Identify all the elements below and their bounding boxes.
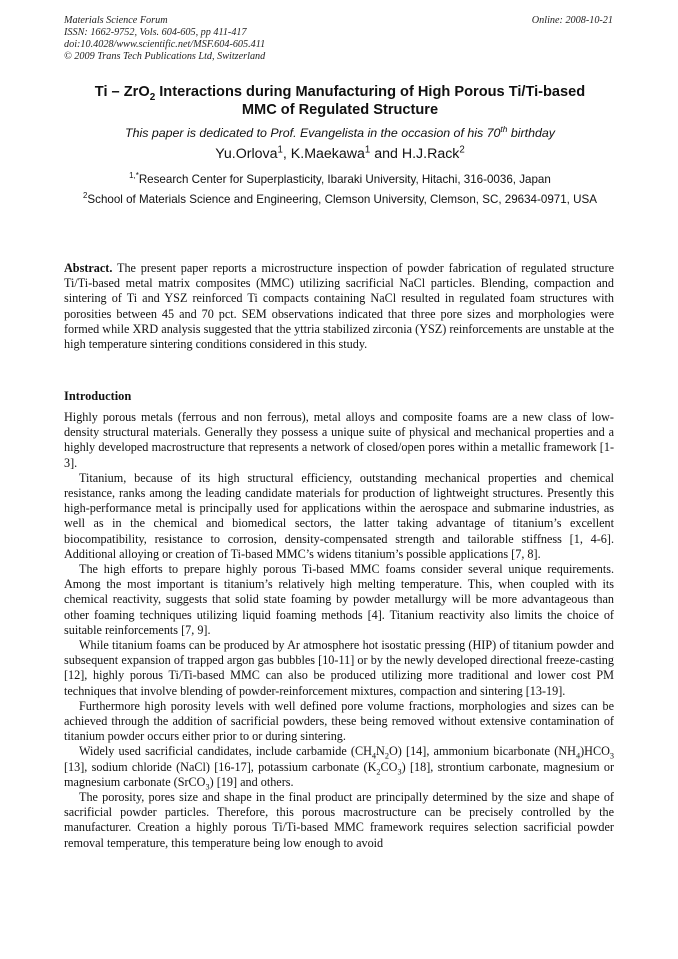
author-3: and H.J.Rack: [370, 146, 460, 162]
section-heading-introduction: Introduction: [64, 389, 132, 403]
title-subscript: 2: [149, 91, 156, 103]
paper-title: [60, 83, 620, 119]
dedication: [60, 125, 620, 141]
abstract-paragraph: [64, 261, 614, 352]
dedication-text: This paper is dedicated to Prof. Evangelista in the occasion of his 70: [125, 126, 501, 140]
abstract-text: The present paper reports a microstructure inspection of powder fabrication of regulated structure Ti/Ti-based metal matrix composites (MMC) utilizing sacrificial NaCl particles. Blending, compaction and sintering of Ti and YSZ reinforced Ti compacts containing NaCl resulted in regulated foam structures with porosities between 45 and 70 pct. SEM observations indicated that three pore sizes and morphologies were formed while XRD analysis suggested that the yttria stabilized zirconia (YSZ) reinforcements are unstable at the high temperature sintering conditions considered in this study.: [64, 261, 614, 352]
journal-name: Materials Science Forum: [64, 15, 168, 26]
intro-paragraph-2: Titanium, because of its high structural efficiency, outstanding mechanical properties and chemical resistance, ranks among the leading candidate materials for production of lightweight structures. Presently this high-performance metal is principally used for applications within the aerospace and submarine industries, as well as in the chemical and biomedical sectors, the latter taking advantage of titanium’s excellent biocompatibility, resistance to corrosion, density-compensated strength and tailorable stiffness [1, 4-6]. Additional alloying or creation of Ti-based MMC’s widens titanium’s possible applications [7, 8].: [64, 470, 614, 561]
author-3-affil: 2: [459, 144, 465, 156]
title-part1: Ti – ZrO: [94, 84, 150, 100]
abstract-label: Abstract.: [64, 261, 113, 275]
intro-paragraph-1: Highly porous metals (ferrous and non ferrous), metal alloys and composite foams are a new class of low-density structural materials. Generally they possess a unique suite of physical and mechanical properties and a highly developed macrostructure that represents a network of closed/open pores within a metallic framework [1-3].: [64, 410, 614, 470]
affiliation-1: [70, 172, 610, 187]
dedication-after: birthday: [507, 126, 555, 140]
intro-paragraph-3: The high efforts to prepare highly porous Ti-based MMC foams consider several unique requirements. Among the most important is titanium’s relatively high melting temperature. This, when coupled with its chemical reactivity, suggests that solid state foaming by powder metallurgy will be more advantageous than other foaming techniques utilizing liquid foaming methods [4]. Titanium reactivity also limits the choice of suitable reinforcements [7, 9].: [64, 562, 614, 637]
author-list: [60, 145, 620, 163]
intro-paragraph-7: The porosity, pores size and shape in the final product are principally determined by the size and shape of sacrificial powder particles. Therefore, this porous macrostructure can be precisely controlled by the manufacturer. Creation a highly porous Ti/Ti-based MMC framework requires selection sacrificial powder removal temperature, this temperature being low enough to avoid: [64, 790, 614, 850]
affiliation-2-text: School of Materials Science and Engineering, Clemson University, Clemson, SC, 29634-0971, USA: [87, 193, 597, 206]
copyright-line: © 2009 Trans Tech Publications Ltd, Switzerland: [64, 51, 266, 62]
intro-paragraph-4: While titanium foams can be produced by Ar atmosphere hot isostatic pressing (HIP) of titanium powder and subsequent expansion of trapped argon gas bubbles [10-11] or by the newly developed directional freeze-casting [12], highly porous Ti/Ti-based MMC can also be produced utilizing more traditional and lower cost PM techniques that involve blending of powder-reinforcement mixtures, compaction and sintering [13-19].: [64, 638, 614, 698]
title-part2: Interactions during Manufacturing of High Porous Ti/Ti-based: [155, 84, 586, 100]
author-2-affil: 1: [364, 144, 371, 156]
affiliation-1-marker: 1,*: [129, 171, 139, 181]
affiliation-2-marker: 2: [83, 191, 88, 201]
author-2: , K.Maekawa: [282, 146, 365, 162]
author-1: Yu.Orlova: [215, 146, 278, 162]
doi-line[interactable]: doi:10.4028/www.scientific.net/MSF.604-605.411: [64, 39, 266, 50]
abstract: [64, 261, 614, 352]
dedication-sup: th: [500, 123, 508, 134]
affiliation-1-text: Research Center for Superplasticity, Ibaraki University, Hitachi, 316-0036, Japan: [138, 173, 551, 186]
intro-paragraph-6: Widely used sacrificial candidates, include carbamide $(CH_4N_2O)$ [14], ammonium bicarbonate $(NH_4)HCO_3$ [13], sodium chloride (NaCl) [16-17], potassium carbonate $(K_2CO_3)$ [18], strontium carbonate, magnesium or magnesium carbonate (SrCO$_3$) [19] and others.: [64, 744, 615, 792]
author-1-affil: 1: [277, 144, 283, 156]
introduction-body: [64, 410, 614, 851]
title-line2: MMC of Regulated Structure: [241, 102, 439, 118]
intro-paragraph-5: Furthermore high porosity levels with well defined pore volume fractions, morphologies and sizes can be achieved through the addition of sacrificial powders, these being removed without extensive contamination of titanium powder occurs either prior to or during sintering.: [64, 698, 614, 744]
issn-line: ISSN: 1662-9752, Vols. 604-605, pp 411-417: [64, 27, 247, 38]
journal-header: [64, 15, 265, 63]
online-date: Online: 2008-10-21: [531, 15, 613, 26]
affiliation-2: [70, 192, 610, 207]
